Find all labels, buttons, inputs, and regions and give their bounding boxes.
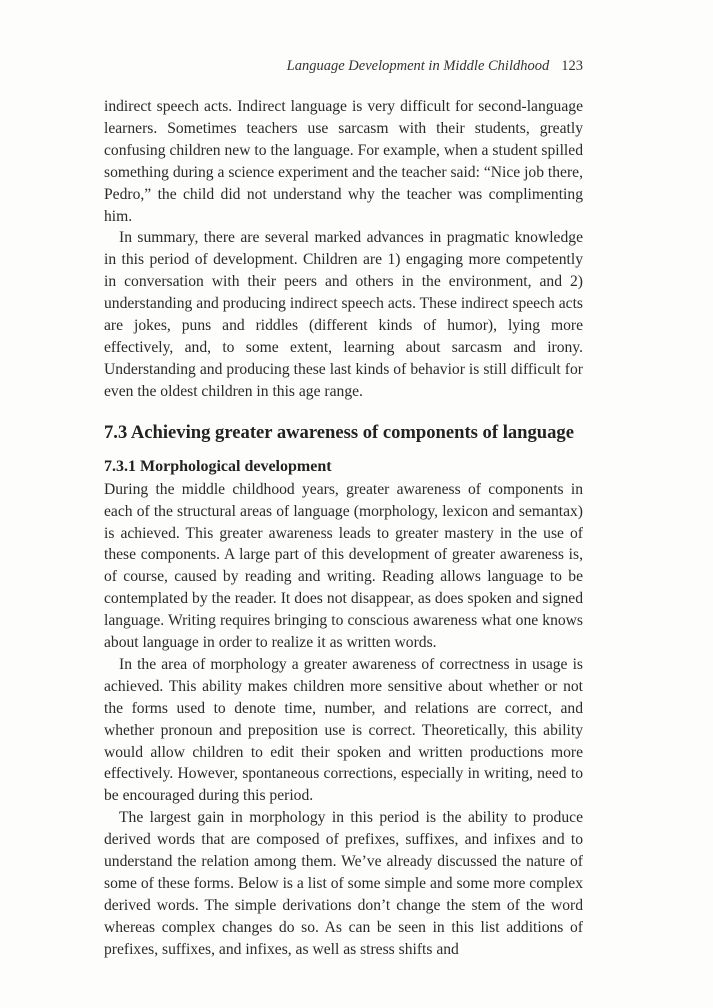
running-header <box>104 58 583 75</box>
running-title: Language Development in Middle Childhood <box>286 58 550 74</box>
paragraph-4: In the area of morphology a greater awareness of correctness in usage is achieved. This ability makes children more sensitive about whether or not the forms used to denote time, number, and relations are correct, and whether pronoun and preposition use is correct. Theoretically, this ability would allow children to edit their spoken and written productions more effectively. However, spontaneous corrections, especially in writing, need to be encouraged during this period. <box>104 655 583 805</box>
section-heading: 7.3 Achieving greater awareness of components of language <box>104 421 574 443</box>
paragraph-3: During the middle childhood years, greater awareness of components in each of the structural areas of language (morphology, lexicon and semantax) is achieved. This greater awareness leads to greater mastery in the use of these components. A large part of this development of greater awareness is, of course, caused by reading and writing. Reading allows language to be contemplated by the reader. It does not disappear, as does spoken and signed language. Writing requires bringing to conscious awareness what one knows about language in order to realize it as written words. <box>104 480 583 652</box>
subsection-heading: 7.3.1 Morphological development <box>104 457 332 475</box>
paragraph-2: In summary, there are several marked advances in pragmatic knowledge in this period of development. Children are 1) engaging more competently in conversation with their peers and others in the environment, and 2) understanding and producing indirect speech acts. These indirect speech acts are jokes, puns and riddles (different kinds of humor), lying more effectively, and, to some extent, learning about sarcasm and irony. Understanding and producing these last kinds of behavior is still difficult for even the oldest children in this age range. <box>104 229 583 400</box>
page-body <box>104 96 583 961</box>
paragraph-5: The largest gain in morphology in this period is the ability to produce derived words that are composed of prefixes, suffixes, and infixes and to understand the relation among them. We’ve already discussed the nature of some of these forms. Below is a list of some simple and some more complex derived words. The simple derivations don’t change the stem of the word whereas complex changes do so. As can be seen in this list additions of prefixes, suffixes, and infixes, as well as stress shifts and <box>104 809 583 958</box>
page-number: 123 <box>561 58 583 74</box>
paragraph-1: indirect speech acts. Indirect language is very difficult for second-language learners. Sometimes teachers use sarcasm with their students, greatly confusing children new to the language. For example, when a student spilled something during a science experiment and the teacher said: “Nice job there, Pedro,” the child did not understand why the teacher was complimenting him. <box>104 98 583 225</box>
